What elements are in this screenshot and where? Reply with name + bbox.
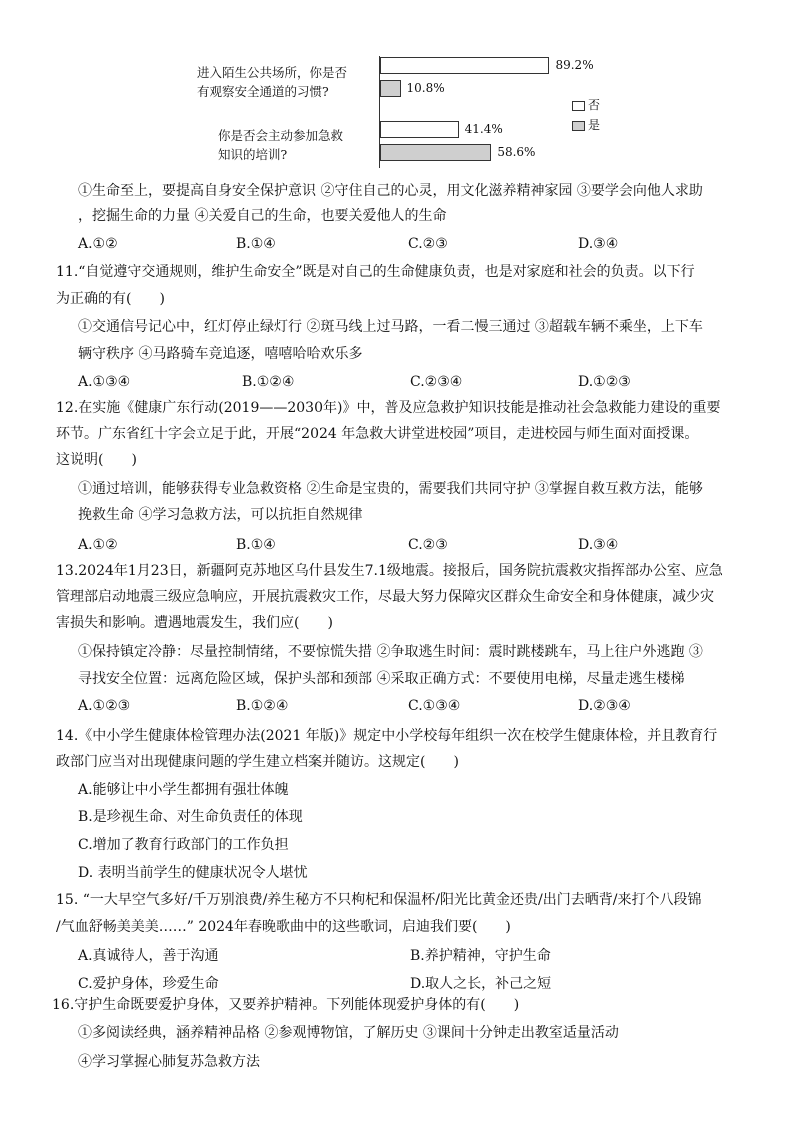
option-b: B.①②④ <box>242 374 295 390</box>
bar-value-label: 10.8% <box>406 81 445 95</box>
text-line: ①多阅读经典，涵养精神品格 ②参观博物馆，了解历史 ③课间十分钟走出教室适量活动 <box>78 1025 619 1041</box>
option-a: A.能够让中小学生都拥有强壮体魄 <box>78 782 289 798</box>
option-c: C.爱护身体，珍爱生命 <box>78 976 219 992</box>
text-line: /气血舒畅美美美……” 2024年春晚歌曲中的这些歌词，启迪我们要( ) <box>56 919 511 935</box>
option-c: C.②③④ <box>410 374 463 390</box>
question-14: 14.《中小学生健康体检管理办法(2021 年版)》规定中小学校每年组织一次在校学生健康体检，并且教育行 <box>56 728 718 744</box>
text-line: 挽救生命 ④学习急救方法，可以抗拒自然规律 <box>78 507 363 523</box>
question-15: 15. “一大早空气多好/千万别浪费/养生秘方不只枸杞和保温杯/阳光比黄金还贵/出门去晒背/来打个八段锦 <box>56 892 702 908</box>
text-line: ①通过培训，能够获得专业急救资格 ②生命是宝贵的，需要我们共同守护 ③掌握自救互救方法，能够 <box>78 481 703 497</box>
option-a: A.①② <box>78 537 118 553</box>
text-line: 环节。广东省红十字会立足于此，开展“2024 年急救大讲堂进校园”项目，走进校园与师生面对面授课。 <box>56 426 699 442</box>
text-line: 这说明( ) <box>56 452 137 468</box>
option-d: D.取人之长，补己之短 <box>410 976 552 992</box>
option-c: C.②③ <box>408 537 448 553</box>
option-a: A.真诚待人，善于沟通 <box>78 948 219 964</box>
bar-yes <box>380 80 401 97</box>
option-a: A.①②③ <box>78 698 131 714</box>
question-13: 13.2024年1月23日，新疆阿克苏地区乌什县发生7.1级地震。接报后，国务院抗震救灾指挥部办公室、应急 <box>56 563 723 579</box>
option-d: D.③④ <box>578 236 619 252</box>
legend-swatch <box>572 101 585 111</box>
chart-category-label <box>218 126 343 164</box>
bar-no <box>380 57 549 74</box>
text-line: 害损失和影响。遭遇地震发生，我们应( ) <box>56 615 333 631</box>
option-b: B.是珍视生命、对生命负责任的体现 <box>78 809 303 825</box>
option-b: B.①④ <box>236 236 276 252</box>
option-d: D.①②③ <box>578 374 631 390</box>
legend-label: 否 <box>588 98 601 112</box>
survey-bar-chart <box>190 52 608 170</box>
bar-value-label: 89.2% <box>555 58 594 72</box>
text-line: 政部门应当对出现健康问题的学生建立档案并随访。这规定( ) <box>56 754 459 770</box>
legend-swatch <box>572 121 585 131</box>
bar-value-label: 58.6% <box>497 145 536 159</box>
option-b: B.①②④ <box>236 698 289 714</box>
bar-yes <box>380 144 491 161</box>
text-line: 辆守秩序 ④马路骑车竞追逐，嘻嘻哈哈欢乐多 <box>78 346 363 362</box>
bar-no <box>380 121 459 138</box>
option-d: D.②③④ <box>578 698 631 714</box>
category-line: 进入陌生公共场所，你是否 <box>197 65 348 80</box>
option-c: C.②③ <box>408 236 448 252</box>
question-16: 16.守护生命既要爱护身体，又要养护精神。下列能体现爱护身体的有( ) <box>52 997 520 1013</box>
legend-item-yes <box>572 118 600 132</box>
option-a: A.①③④ <box>78 374 131 390</box>
text-line: ④学习掌握心肺复苏急救方法 <box>78 1054 260 1070</box>
text-line: ①交通信号记心中，红灯停止绿灯行 ②斑马线上过马路，一看二慢三通过 ③超载车辆不乘坐，上下车 <box>78 319 703 335</box>
question-12: 12.在实施《健康广东行动(2019——2030年)》中，普及应急救护知识技能是推动社会急救能力建设的重要 <box>56 400 721 416</box>
text-line: 寻找安全位置：远离危险区域，保护头部和颈部 ④采取正确方式：不要使用电梯，尽量走逃生楼梯 <box>78 671 685 687</box>
bar-value-label: 41.4% <box>464 122 503 136</box>
text-line: ①生命至上，要提高自身安全保护意识 ②守住自己的心灵，用文化滋养精神家园 ③要学会向他人求助 <box>78 183 703 199</box>
chart-category-label <box>197 63 347 101</box>
option-c: C.增加了教育行政部门的工作负担 <box>78 837 289 853</box>
text-line: ①保持镇定冷静：尽量控制情绪，不要惊慌失措 ②争取逃生时间：震时跳楼跳车，马上往户外逃跑 ③ <box>78 644 703 660</box>
question-11: 11.“自觉遵守交通规则，维护生命安全”既是对自己的生命健康负责，也是对家庭和社会的负责。以下行 <box>56 264 695 280</box>
legend-item-no <box>572 98 600 112</box>
option-d: D. 表明当前学生的健康状况令人堪忧 <box>78 865 308 881</box>
category-line: 你是否会主动参加急救 <box>218 128 344 143</box>
option-c: C.①③④ <box>408 698 461 714</box>
text-line: 管理部启动地震三级应急响应，开展抗震救灾工作，尽最大努力保障灾区群众生命安全和身体健康，减少灾 <box>56 589 714 605</box>
category-line: 知识的培训? <box>218 147 288 162</box>
option-a: A.①② <box>78 236 118 252</box>
option-d: D.③④ <box>578 537 619 553</box>
category-line: 有观察安全通道的习惯? <box>197 84 329 99</box>
legend-label: 是 <box>588 118 601 132</box>
option-b: B.养护精神，守护生命 <box>410 948 551 964</box>
text-line: 为正确的有( ) <box>56 291 165 307</box>
option-b: B.①④ <box>236 537 276 553</box>
text-line: ，挖掘生命的力量 ④关爱自己的生命，也要关爱他人的生命 <box>78 208 447 224</box>
